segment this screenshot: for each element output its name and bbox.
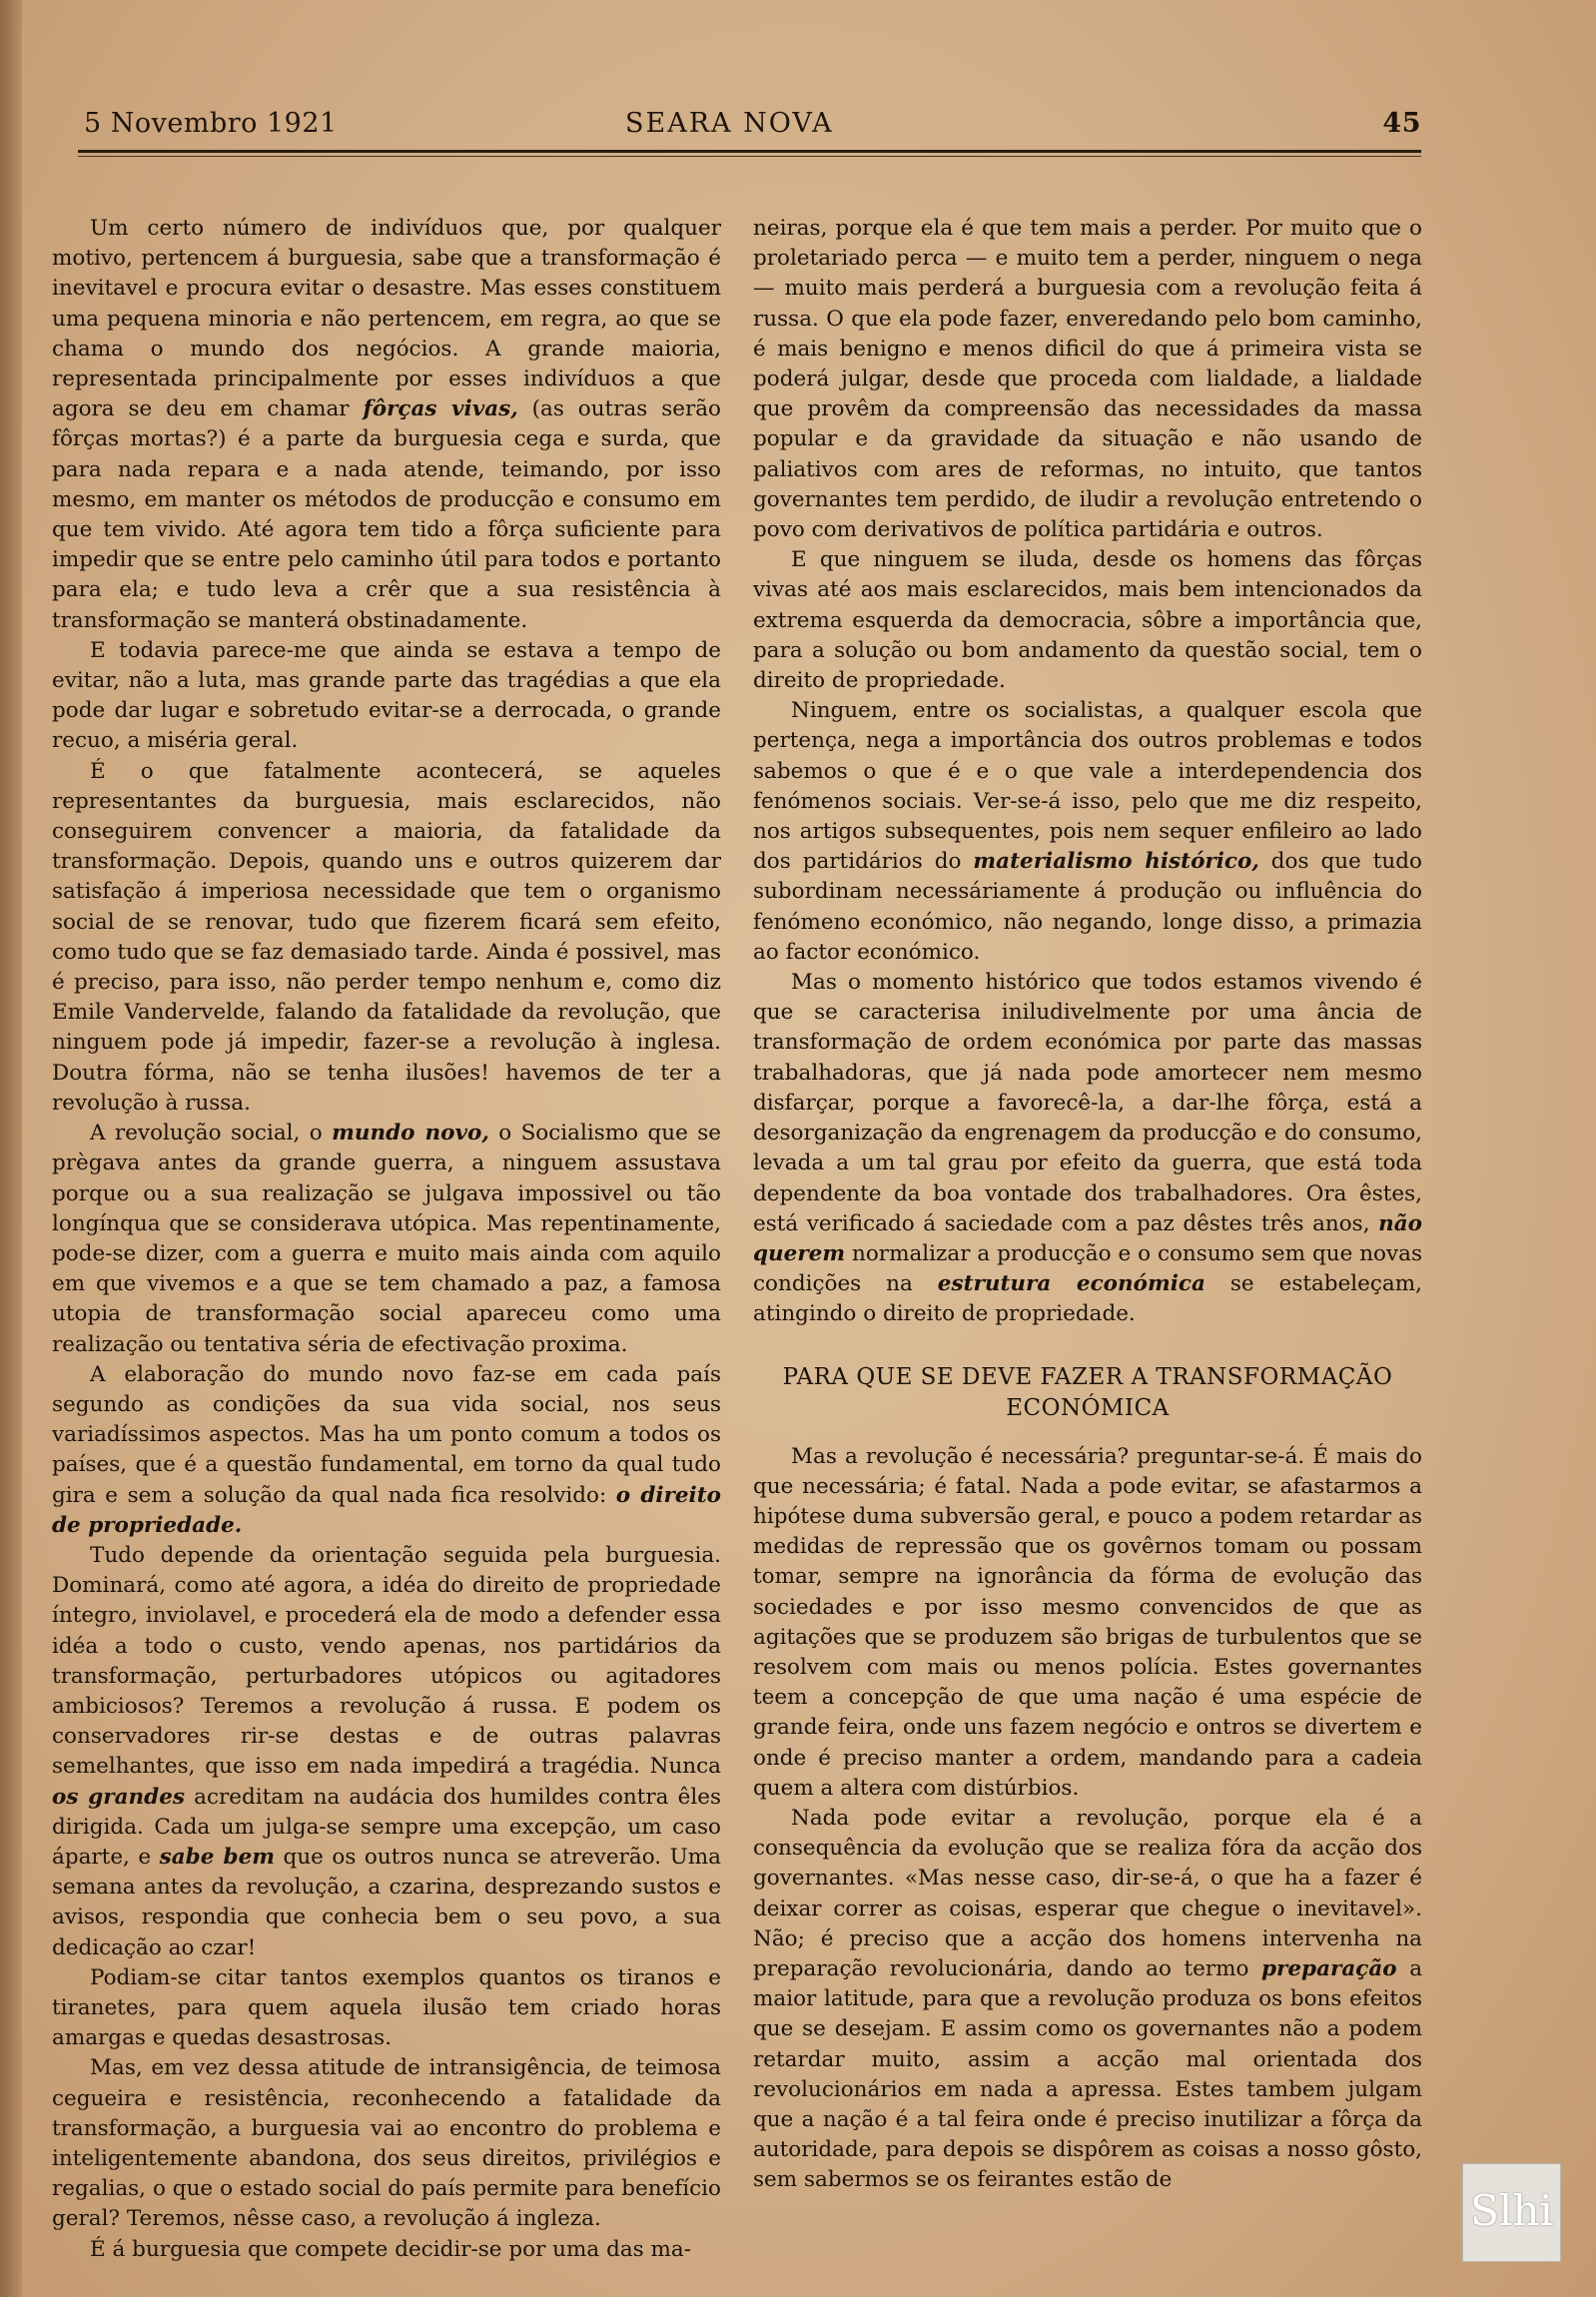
emphasized-text: mundo novo,: [332, 1121, 489, 1147]
section-heading: PARA QUE SE DEVE FAZER A TRANSFORMAÇÃO ECONÓMICA: [782, 1363, 1393, 1421]
emphasized-text: não querem: [753, 1210, 1422, 1266]
paragraph: [753, 214, 1422, 545]
header-rule: [78, 150, 1421, 153]
paragraph: [52, 1963, 721, 2054]
archive-logo-text: Slhi: [1470, 2186, 1553, 2235]
masthead-title: SEARA NOVA: [625, 108, 834, 139]
left-column-text: [52, 214, 721, 2265]
emphasized-text: os grandes: [52, 1784, 185, 1810]
paragraph: [52, 214, 721, 636]
paragraph: [52, 1360, 721, 1541]
emphasized-text: fôrças vivas,: [363, 396, 518, 422]
paragraph-text: Mas a revolução é necessária? preguntar-se-á. É mais do que necessária; é fatal. Nada a pode evitar, se afastarmos a hipótese duma subversão geral, e pouco a podem retardar as medidas de repressão que os govêrnos tomam ou possam tomar, sempre na ignorância da fórma de evolução das sociedades e por isso mesmo convencidos de que as agitações que se produzem são brigas de turbulentos que se resolvem com mais ou menos polícia. Estes governantes teem a concepção de que uma nação é uma espécie de grande feira, onde uns fazem negócio e ontros se divertem e onde é preciso manter a ordem, mandando para a cadeia quem a altera com distúrbios.: [753, 1443, 1422, 1801]
paragraph-text: a maior latitude, para que a revolução produza os bons efeitos que se desejam. E assim como os governantes não a podem retardar muito, assim a acção mal orientada dos revolucionários em nada a apressa. Estes tambem julgam que a nação é a tal feira onde é preciso inutilizar a fôrça da autoridade, para depois se dispôrem as coisas a nosso gôsto, sem sabermos se os feirantes estão de: [753, 1955, 1423, 2193]
paragraph-text: o Socialismo que se prègava antes da grande guerra, a ninguem assustava porque ou a sua realização se julgava impossivel ou tão longínqua que se considerava utópica. Mas repentinamente, pode-se dizer, com a guerra e muito mais ainda com aquilo em que vivemos e a que se tem chamado a paz, a famosa utopia de transformação social apareceu como uma realização ou tentativa séria de efectivação proxima.: [52, 1121, 721, 1357]
paragraph-text: Um certo número de indivíduos que, por qualquer motivo, pertencem á burguesia, sabe que a transformação é inevitavel e procura evitar o desastre. Mas esses constituem uma pequena minoria e não pertencem, em regra, ao que se chama o mundo dos negócios. A grande maioria, representada principalmente por esses indivíduos a que agora se deu em chamar: [52, 216, 721, 422]
paragraph: [753, 1804, 1422, 2196]
paragraph-text: Mas, em vez dessa atitude de intransigência, de teimosa cegueira e resistência, reconhecendo a fatalidade da transformação, a burguesia vai ao encontro do problema e inteligentemente abandona, dos seus direitos, privilégios e regalias, o que o estado social do país permite para benefício geral? Teremos, nêsse caso, a revolução á ingleza.: [52, 2055, 721, 2232]
paragraph: [753, 968, 1422, 1329]
paragraph: [52, 2235, 721, 2265]
paragraph: [753, 1442, 1422, 1804]
emphasized-text: estrutura económica: [937, 1271, 1205, 1297]
paragraph-text: Tudo depende da orientação seguida pela burguesia. Dominará, como até agora, a idéa do direito de propriedade íntegro, inviolavel, e procederá ela de modo a defender essa idéa a todo o custo, vendo apenas, nos partidários da transformação, perturbadores utópicos ou agitadores ambiciosos? Teremos a revolução á russa. E podem os conservadores rir-se destas e de outras palavras semelhantes, que isso em nada impedirá a tragédia. Nunca: [52, 1542, 721, 1780]
emphasized-text: o direito de propriedade.: [52, 1482, 721, 1538]
paragraph: [52, 757, 721, 1119]
paragraph-text: (as outras serão fôrças mortas?) é a parte da burguesia cega e surda, que para nada repara e a nada atende, teimando, por isso mesmo, em manter os métodos de producção e consumo em que tem vivido. Até agora tem tido a fôrça suficiente para impedir que se entre pelo caminho útil para todos e portanto para ela; e tudo leva a crêr que a sua resistência à transformação se manterá obstinadamente.: [52, 396, 722, 633]
paragraph-text: E que ninguem se iluda, desde os homens das fôrças vivas até aos mais esclarecidos, mais bem intencionados da extrema esquerda da democracia, sôbre a importância que, para a solução ou bom andamento da questão social, tem o direito de propriedade.: [753, 547, 1422, 694]
paragraph-text: normalizar a producção e o consumo sem que novas condições na: [753, 1240, 1422, 1297]
paragraph: [753, 545, 1422, 696]
left-column: [52, 214, 721, 2265]
paragraph-text: Ninguem, entre os socialistas, a qualquer escola que pertença, nega a importância dos outros problemas e todos sabemos o que é e o que vale a interdependencia dos fenómenos sociais. Ver-se-á isso, pelo que me diz respeito, nos artigos subsequentes, pois nem sequer enfileiro ao lado dos partidários do: [753, 698, 1422, 875]
paragraph: [753, 696, 1422, 968]
header-rule-thin: [78, 156, 1421, 157]
right-column: [753, 214, 1422, 2196]
paragraph-text: A revolução social, o: [90, 1121, 333, 1147]
page-number: 45: [1382, 108, 1421, 139]
paragraph: [52, 636, 721, 757]
paragraph-text: É o que fatalmente acontecerá, se aqueles representantes da burguesia, mais esclarecidos, não conseguirem convencer a maioria, da fatalidade da transformação. Depois, quando uns e outros quizerem dar satisfação á imperiosa necessidade que tem o organismo social de se renovar, tudo que fizerem ficará sem efeito, como tudo que se faz demasiado tarde. Ainda é possivel, mas é preciso, para isso, não perder tempo nenhum e, como diz Emile Vandervelde, falando da fatalidade da revolução, que ninguem pode já impedir, fazer-se a revolução à inglesa. Doutra fórma, não se tenha ilusões! havemos de ter a revolução à russa.: [52, 758, 721, 1116]
paragraph-text: Mas o momento histórico que todos estamos vivendo é que se caracterisa iniludivelmente por uma ância de transformação de ordem económica por parte das massas trabalhadoras, que já nada pode amortecer nem mesmo disfarçar, porque a favorecê-la, a dar-lhe fôrça, está a desorganização da engrenagem da producção e do consumo, levada a um tal grau por efeito da guerra, que está toda dependente da boa vontade dos trabalhadores. Ora êstes, está verificado á saciedade com a paz dêstes três anos,: [753, 970, 1422, 1236]
paragraph-text: dos que tudo subordinam necessáriamente á produção ou influência do fenómeno económico, não negando, longe disso, a primazia ao factor económico.: [753, 849, 1422, 965]
paragraph: [52, 1119, 721, 1360]
paragraph-text: acreditam na audácia dos humildes contra êles dirigida. Cada um julga-se sempre uma excepção, um caso áparte, e: [52, 1784, 721, 1870]
paragraph: [52, 1541, 721, 1963]
archive-logo: [1462, 2163, 1561, 2262]
right-column-text-bottom: [753, 1442, 1422, 2196]
paragraph-text: É á burguesia que compete decidir-se por uma das ma-: [90, 2236, 691, 2262]
emphasized-text: sabe bem: [159, 1844, 276, 1870]
paragraph-text: que os outros nunca se atreverão. Uma semana antes da revolução, a czarina, desprezando sustos e avisos, respondia que conhecia bem o seu povo, a sua dedicação ao czar!: [52, 1844, 721, 1960]
paragraph-text: neiras, porque ela é que tem mais a perder. Por muito que o proletariado perca — e muito tem a perder, ninguem o nega — muito mais perderá a burguesia com a revolução feita á russa. O que ela pode fazer, enveredando pelo bom caminho, é mais benigno e menos dificil do que á primeira vista se poderá julgar, desde que proceda com lialdade, a lialdade que provêm da compreensão das necessidades da massa popular e da gravidade da situação e não usando de paliativos com ares de reformas, no intuito, que tantos governantes tem perdido, de iludir a revolução entretendo o povo com derivativos de política partidária e outros.: [753, 216, 1422, 543]
header-date: 5 Novembro 1921: [84, 108, 338, 139]
paragraph-text: Podiam-se citar tantos exemplos quantos os tiranos e tiranetes, para quem aquela ilusão tem criado horas amargas e quedas desastrosas.: [52, 1964, 721, 2051]
paragraph-text: se estabeleçam, atingindo o direito de propriedade.: [753, 1271, 1422, 1327]
binding-edge: [0, 0, 22, 2297]
emphasized-text: materialismo histórico,: [973, 849, 1259, 875]
page-header: [78, 108, 1421, 150]
paragraph-text: A elaboração do mundo novo faz-se em cada país segundo as condições da sua vida social, nos seus variadíssimos aspectos. Mas ha um ponto comum a todos os países, que é a questão fundamental, em torno da qual tudo gira e sem a solução da qual nada fica resolvido:: [52, 1361, 721, 1508]
emphasized-text: preparação: [1261, 1955, 1397, 1981]
paragraph: [52, 2053, 721, 2234]
paragraph-text: E todavia parece-me que ainda se estava a tempo de evitar, não a luta, mas grande parte das tragédias a que ela pode dar lugar e sobretudo evitar-se a derrocada, o grande recuo, a miséria geral.: [52, 637, 721, 754]
right-column-text-top: [753, 214, 1422, 1330]
paragraph-text: Nada pode evitar a revolução, porque ela é a consequência da evolução que se realiza fóra da acção dos governantes. «Mas nesse caso, dir-se-á, o que ha a fazer é deixar correr as coisas, esperar que chegue o inevitavel». Não; é preciso que a acção dos homens intervenha na preparação revolucionária, dando ao termo: [753, 1805, 1422, 1981]
